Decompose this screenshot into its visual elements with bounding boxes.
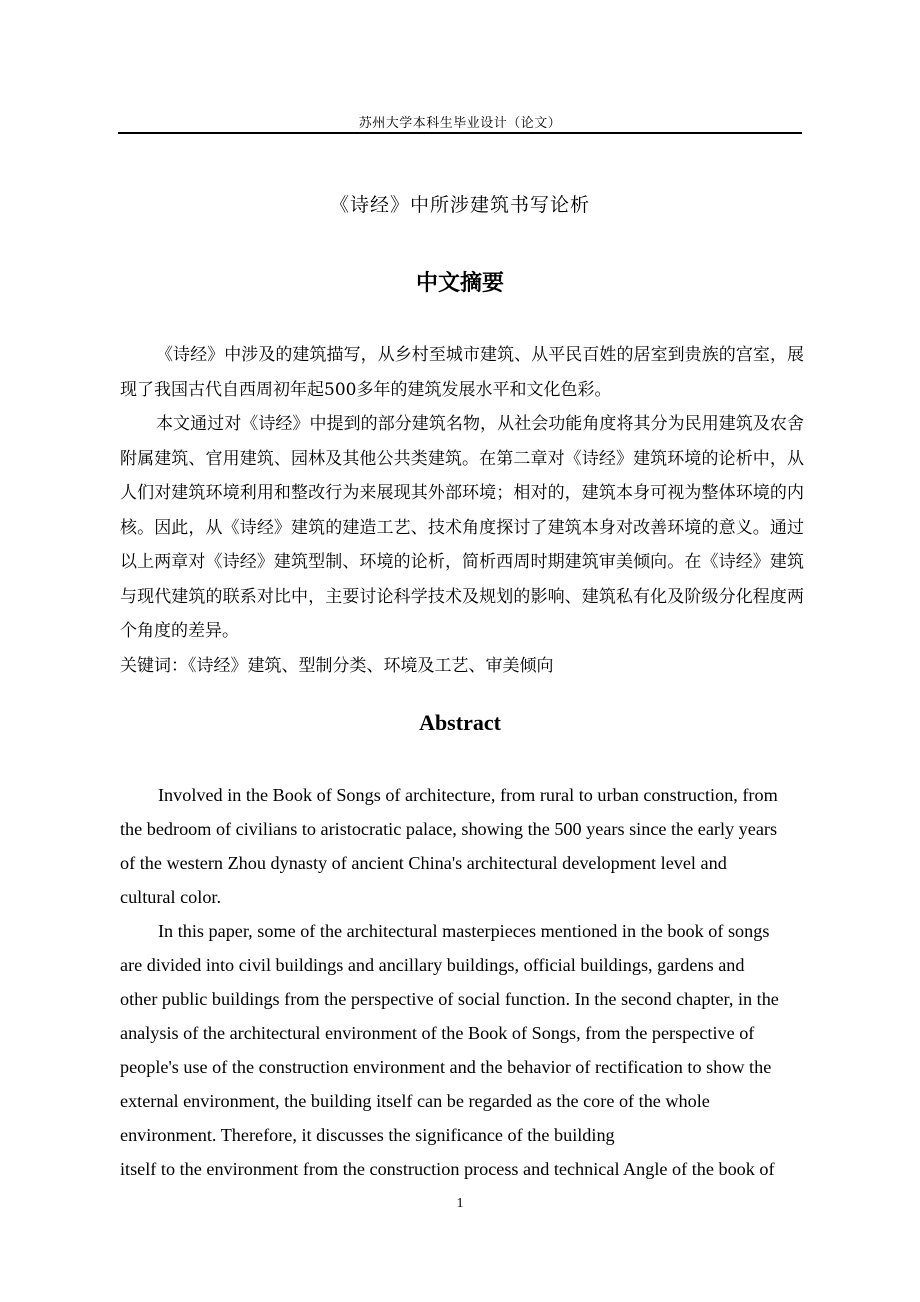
running-header: 苏州大学本科生毕业设计（论文）	[358, 116, 562, 131]
en-p2-line-6: external environment, the building itself can be regarded as the core of the whole	[120, 1091, 710, 1111]
en-p2-line-7: environment. Therefore, it discusses the significance of the building	[120, 1125, 615, 1145]
en-paragraph-1	[120, 778, 804, 914]
en-p1-line-3: of the western Zhou dynasty of ancient China's architectural development level and	[120, 853, 727, 873]
cn-paragraph-1: 《诗经》中涉及的建筑描写，从乡村至城市建筑、从平民百姓的居室到贵族的宫室，展现了我国古代自西周初年起500多年的建筑发展水平和文化色彩。	[120, 345, 804, 400]
en-p2-line-5: people's use of the construction environment and the behavior of rectification to show the	[120, 1057, 772, 1077]
thesis-title: 《诗经》中所涉建筑书写论析	[329, 194, 590, 216]
en-abstract-heading: Abstract	[419, 710, 501, 735]
cn-keywords: 关键词：《诗经》建筑、型制分类、环境及工艺、审美倾向	[120, 655, 554, 676]
cn-paragraph-2: 本文通过对《诗经》中提到的部分建筑名物，从社会功能角度将其分为民用建筑及农舍附属建筑、官用建筑、园林及其他公共类建筑。在第二章对《诗经》建筑环境的论析中，从人们对建筑环境利用和整改行为来展现其外部环境；相对的，建筑本身可视为整体环境的内核。因此，从《诗经》建筑的建造工艺、技术角度探讨了建筑本身对改善环境的意义。通过以上两章对《诗经》建筑型制、环境的论析，简析西周时期建筑审美倾向。在《诗经》建筑与现代建筑的联系对比中，主要讨论科学技术及规划的影响、建筑私有化及阶级分化程度两个角度的差异。	[120, 414, 804, 641]
en-p1-line-4: cultural color.	[120, 887, 222, 907]
cn-abstract-heading: 中文摘要	[415, 271, 504, 296]
en-p2-line-8: itself to the environment from the construction process and technical Angle of the book of	[120, 1159, 775, 1179]
cn-abstract-body	[120, 338, 804, 683]
en-paragraph-2	[120, 914, 804, 1186]
en-p2-line-4: analysis of the architectural environment of the Book of Songs, from the perspective of	[120, 1023, 755, 1043]
header-rule	[118, 132, 802, 134]
en-p1-line-1: Involved in the Book of Songs of architecture, from rural to urban construction, from	[158, 785, 778, 805]
page-number: 1	[456, 1196, 464, 1211]
en-p2-line-3: other public buildings from the perspective of social function. In the second chapter, in the	[120, 989, 779, 1009]
en-p2-line-2: are divided into civil buildings and ancillary buildings, official buildings, gardens and	[120, 955, 745, 975]
en-p1-line-2: the bedroom of civilians to aristocratic palace, showing the 500 years since the early years	[120, 819, 778, 839]
en-abstract-body	[120, 778, 804, 1186]
en-p2-line-1: In this paper, some of the architectural masterpieces mentioned in the book of songs	[158, 921, 770, 941]
